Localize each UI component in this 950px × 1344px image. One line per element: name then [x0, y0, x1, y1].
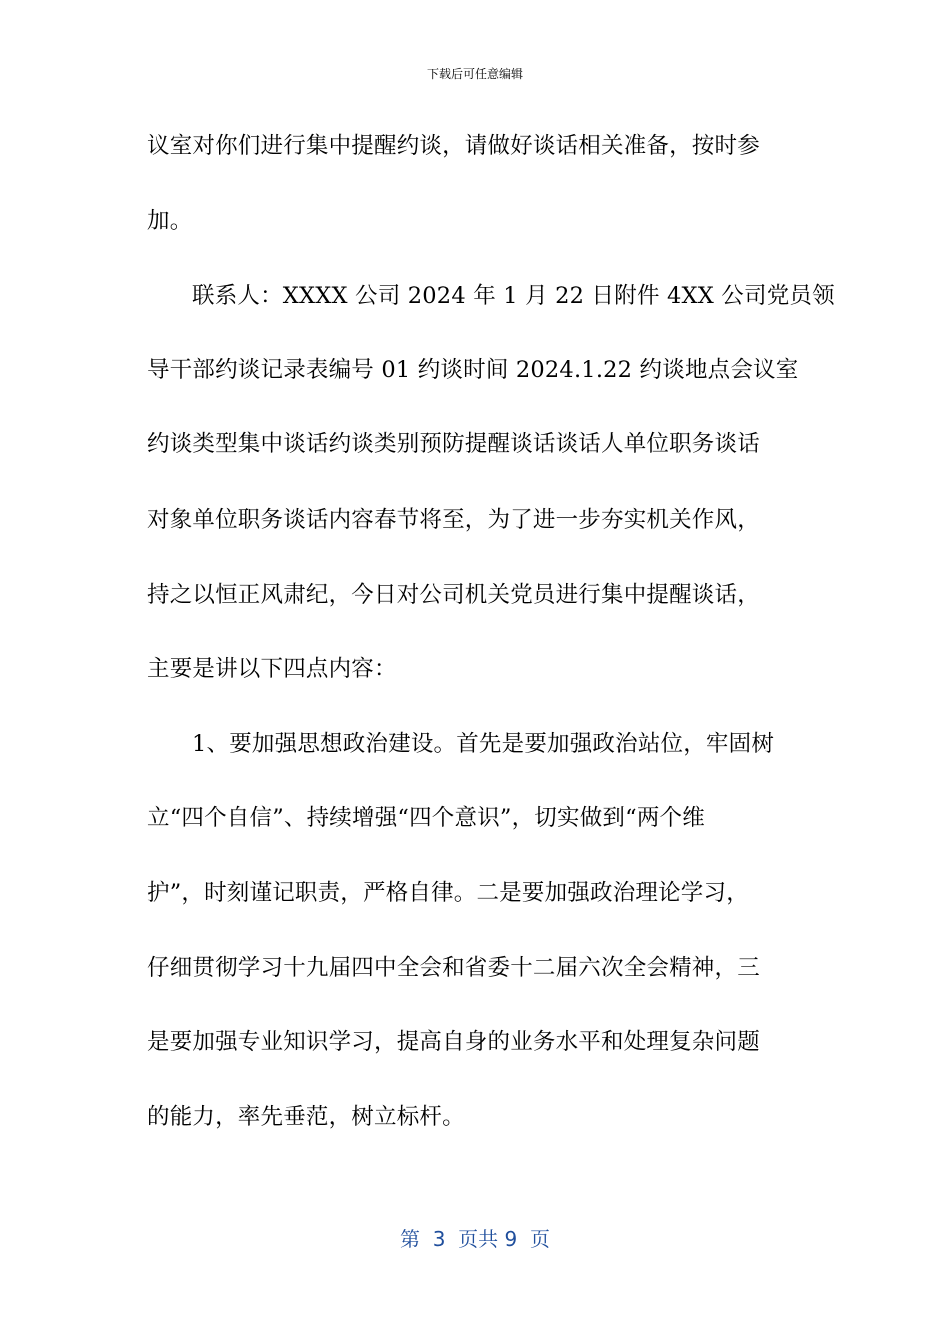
page-header-note: 下载后可任意编辑	[426, 67, 523, 81]
body-line-9: 1、要加强思想政治建设。首先是要加强政治站位，牢固树	[192, 731, 775, 757]
body-line-1: 议室对你们进行集中提醒约谈，请做好谈话相关准备，按时参	[147, 133, 760, 159]
body-line-3: 联系人：XXXX 公司 2024 年 1 月 22 日附件 4XX 公司党员领	[192, 283, 835, 309]
body-line-4: 导干部约谈记录表编号 01 约谈时间 2024.1.22 约谈地点会议室	[147, 357, 799, 383]
body-line-8: 主要是讲以下四点内容：	[147, 656, 397, 682]
body-line-14: 的能力，率先垂范，树立标杆。	[147, 1104, 465, 1130]
body-line-7: 持之以恒正风肃纪，今日对公司机关党员进行集中提醒谈话，	[147, 582, 760, 608]
body-line-5: 约谈类型集中谈话约谈类别预防提醒谈话谈话人单位职务谈话	[147, 431, 760, 457]
body-line-13: 是要加强专业知识学习，提高自身的业务水平和处理复杂问题	[147, 1029, 760, 1055]
body-line-2: 加。	[147, 208, 193, 234]
page-number-footer: 第 3 页共 9 页	[400, 1227, 550, 1251]
body-line-10: 立“四个自信”、持续增强“四个意识”，切实做到“两个维	[147, 805, 705, 831]
body-line-11: 护”，时刻谨记职责，严格自律。二是要加强政治理论学习，	[147, 880, 749, 906]
body-line-12: 仔细贯彻学习十九届四中全会和省委十二届六次全会精神，三	[147, 955, 760, 981]
body-line-6: 对象单位职务谈话内容春节将至，为了进一步夯实机关作风，	[147, 507, 760, 533]
